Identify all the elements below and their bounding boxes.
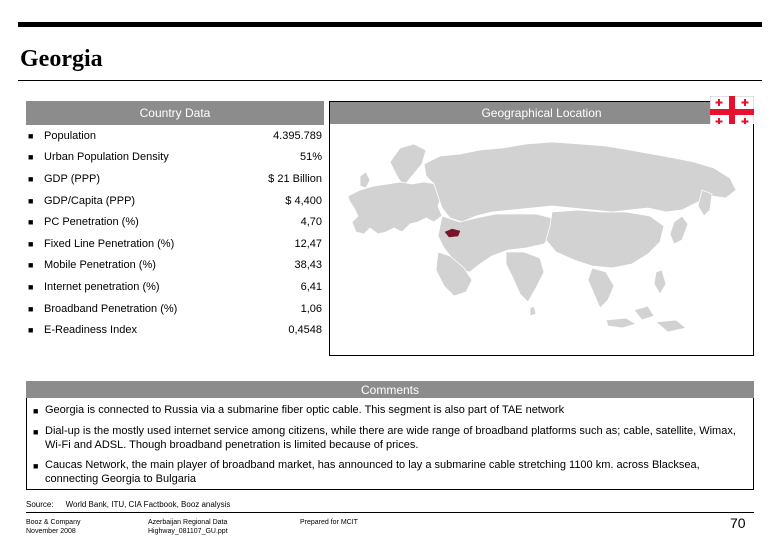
map-uk <box>360 172 370 188</box>
data-row <box>28 168 324 190</box>
data-row <box>28 190 324 212</box>
footer-rule <box>26 512 754 513</box>
top-rule <box>18 22 762 27</box>
square-bullet-icon: ■ <box>28 173 34 184</box>
data-row <box>28 211 324 233</box>
country-data-header: Country Data <box>26 101 324 125</box>
title-rule <box>18 80 762 81</box>
data-label: Mobile Penetration (%) <box>44 259 156 272</box>
company-name: Booz & Company <box>26 519 81 526</box>
data-row <box>28 147 324 169</box>
data-row <box>28 319 324 341</box>
square-bullet-icon: ■ <box>28 303 34 314</box>
data-value: 51% <box>299 151 322 164</box>
geo-location-header: Geographical Location <box>329 101 754 125</box>
comments-header: Comments <box>26 381 754 398</box>
square-bullet-icon: ■ <box>28 152 34 163</box>
map-india <box>506 252 544 302</box>
page-title: Georgia <box>20 46 103 72</box>
data-value: 6,41 <box>300 280 322 293</box>
data-value: 12,47 <box>294 237 322 250</box>
data-label: E-Readiness Index <box>44 324 137 337</box>
data-value: $ 4,400 <box>285 194 322 207</box>
map-indonesia-1 <box>606 318 636 328</box>
map-china <box>546 210 664 268</box>
data-value: 4,70 <box>300 216 322 229</box>
map-scandinavia <box>390 144 426 186</box>
page-number: 70 <box>730 515 746 531</box>
data-label: Population <box>44 129 96 142</box>
data-row <box>28 276 324 298</box>
data-row <box>28 233 324 255</box>
square-bullet-icon: ■ <box>28 260 34 271</box>
footer-company <box>26 518 80 536</box>
project-file: Highway_081107_GU.ppt <box>148 528 228 535</box>
data-row <box>28 125 324 147</box>
square-bullet-icon: ■ <box>28 281 34 292</box>
project-name: Azerbaijan Regional Data <box>148 519 228 526</box>
map-indonesia-3 <box>656 320 686 332</box>
map-philippines <box>654 270 666 294</box>
data-value: 38,43 <box>294 259 322 272</box>
source-note <box>26 500 230 509</box>
map-japan <box>670 216 688 244</box>
data-label: Fixed Line Penetration (%) <box>44 237 175 250</box>
square-bullet-icon: ■ <box>28 238 34 249</box>
eurasia-map <box>329 124 754 356</box>
data-label: GDP (PPP) <box>44 172 101 185</box>
square-bullet-icon: ■ <box>33 427 39 437</box>
comment-text: Dial-up is the mostly used internet service among citizens, while there are wide range of broadband platforms such as; cable, satellite, Wimax, Wi-Fi and ADSL. Though broadband penetration is limited because of prices. <box>45 425 736 451</box>
data-row <box>28 298 324 320</box>
comment-text: Georgia is connected to Russia via a submarine fiber optic cable. This segment is also part of TAE network <box>45 404 565 416</box>
data-label: Urban Population Density <box>44 151 169 164</box>
square-bullet-icon: ■ <box>33 406 39 416</box>
square-bullet-icon: ■ <box>28 195 34 206</box>
square-bullet-icon: ■ <box>33 461 39 471</box>
comments-box <box>26 398 754 490</box>
map-indonesia-2 <box>634 306 654 320</box>
square-bullet-icon: ■ <box>28 217 34 228</box>
country-data-list <box>28 125 324 341</box>
footer-prepared-for: Prepared for MCIT <box>300 519 358 526</box>
source-label: Source: <box>26 500 54 509</box>
comment-text: Caucas Network, the main player of broadband market, has announced to lay a submarine cable stretching 1100 km. across Blacksea, connecting Georgia to Bulgaria <box>45 459 700 485</box>
data-label: Internet penetration (%) <box>44 280 160 293</box>
data-value: 4.395.789 <box>273 129 322 142</box>
data-label: Broadband Penetration (%) <box>44 302 178 315</box>
square-bullet-icon: ■ <box>28 325 34 336</box>
data-label: GDP/Capita (PPP) <box>44 194 136 207</box>
comment-item <box>33 403 749 418</box>
map-se-asia <box>588 268 614 308</box>
square-bullet-icon: ■ <box>28 130 34 141</box>
data-row <box>28 255 324 277</box>
data-value: 1,06 <box>300 302 322 315</box>
map-sri-lanka <box>530 306 536 316</box>
comment-item <box>33 424 749 452</box>
footer-project <box>148 518 228 536</box>
comment-item <box>33 458 749 486</box>
data-value: 0,4548 <box>288 324 322 337</box>
data-label: PC Penetration (%) <box>44 216 139 229</box>
company-date: November 2008 <box>26 528 76 535</box>
data-value: $ 21 Billion <box>268 172 322 185</box>
map-europe <box>348 182 442 234</box>
source-text: World Bank, ITU, CIA Factbook, Booz analysis <box>65 500 231 509</box>
